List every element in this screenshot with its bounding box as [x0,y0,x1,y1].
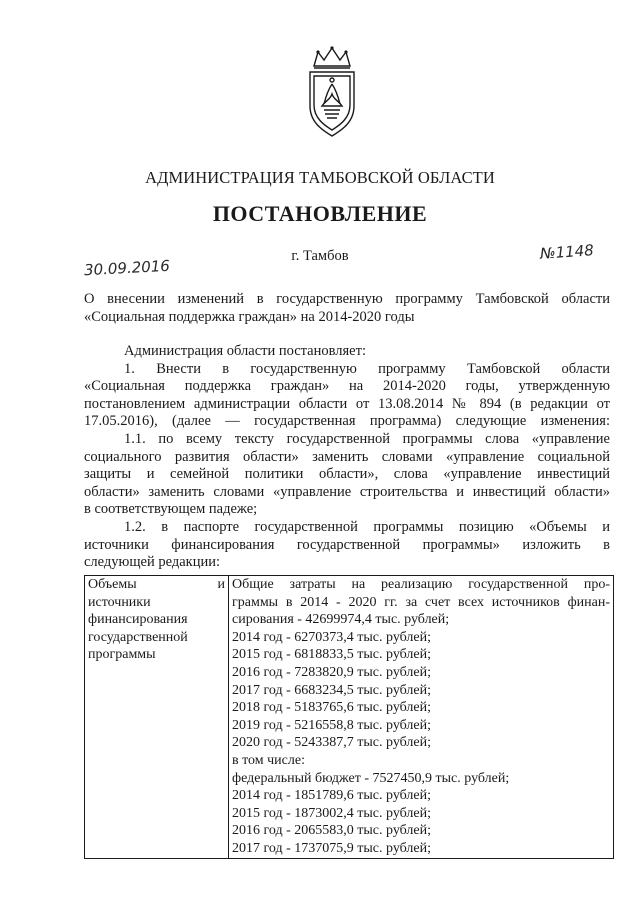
paragraph-1-1 [84,431,610,519]
paragraph-line: постановлением администрации области от 13.08.2014 № 894 (в редакции от [84,395,610,412]
label-line: финансирования [88,612,188,628]
value-line: Общие затраты на реализацию государственной про- [232,577,610,592]
paragraph-line: 1.1. по всему тексту государственной программы слова «управление [124,430,610,447]
coat-of-arms-emblem [300,44,364,144]
document-subject [84,291,610,326]
label-line: и [217,577,225,592]
paragraph-line: области» заменить словами «управление строительства и инвестиций области» [84,483,610,500]
table-cell-values [229,576,614,859]
federal-year-value: 2016 год - 2065583,0 тыс. рублей; [232,823,432,839]
year-value: 2017 год - 6683234,5 тыс. рублей; [232,682,432,698]
paragraph-1-2 [84,519,610,572]
paragraph-line: 1. Внести в государственную программу Тамбовской области [124,360,610,377]
federal-year-value: 2017 год - 1737075,9 тыс. рублей; [232,840,432,856]
year-value: 2020 год - 5243387,7 тыс. рублей; [232,735,432,751]
paragraph-line: источники финансирования государственной программы» изложить в [84,536,610,553]
year-value: 2015 год - 6818833,5 тыс. рублей; [232,647,432,663]
label-line: Объемы [88,577,137,592]
federal-budget-total: федеральный бюджет - 7527450,9 тыс. рублей; [232,770,510,786]
subject-line: «Социальная поддержка граждан» на 2014-2020 годы [84,308,415,325]
paragraph-line: 17.05.2016), (далее — государственная программа) следующие изменения: [84,413,610,430]
intro-paragraph: Администрация области постановляет: [124,343,366,359]
financing-table [84,575,614,859]
label-line: программы [88,647,156,663]
including-label: в том числе: [232,752,305,768]
federal-year-value: 2015 год - 1873002,4 тыс. рублей; [232,805,432,821]
handwritten-number: №1148 [539,241,595,263]
paragraph-line: в соответствующем падеже; [84,501,258,518]
document-body [84,343,610,572]
year-value: 2014 год - 6270373,4 тыс. рублей; [232,629,432,645]
paragraph-line: социального развития области» заменить словами «управление социальной [84,448,610,465]
subject-line: О внесении изменений в государственную программу Тамбовской области [84,291,610,307]
federal-year-value: 2014 год - 1851789,6 тыс. рублей; [232,788,432,804]
year-value: 2016 год - 7283820,9 тыс. рублей; [232,664,432,680]
label-line: источники [88,594,151,610]
table-cell-label [85,576,229,859]
agency-title: АДМИНИСТРАЦИЯ ТАМБОВСКОЙ ОБЛАСТИ [145,168,495,187]
year-value: 2019 год - 5216558,8 тыс. рублей; [232,717,432,733]
value-line: граммы в 2014 - 2020 гг. за счет всех источников финан- [232,594,610,610]
paragraph-line: 1.2. в паспорте государственной программы позицию «Объемы и [124,518,610,535]
paragraph-line: «Социальная поддержка граждан» на 2014-2020 годы, утвержденную [84,378,610,395]
paragraph-line: защиты и семейной политики области», слова «управление инвестиций [84,466,610,483]
document-type: ПОСТАНОВЛЕНИЕ [212,201,428,226]
value-line: сирования - 42699974,4 тыс. рублей; [232,612,450,628]
handwritten-date: 30.09.2016 [83,256,171,280]
label-line: государственной [88,629,188,645]
paragraph-1 [84,361,610,431]
table-row [85,576,614,859]
city-name: г. Тамбов [291,248,349,264]
year-value: 2018 год - 5183765,6 тыс. рублей; [232,700,432,716]
paragraph-line: следующей редакции: [84,554,221,571]
